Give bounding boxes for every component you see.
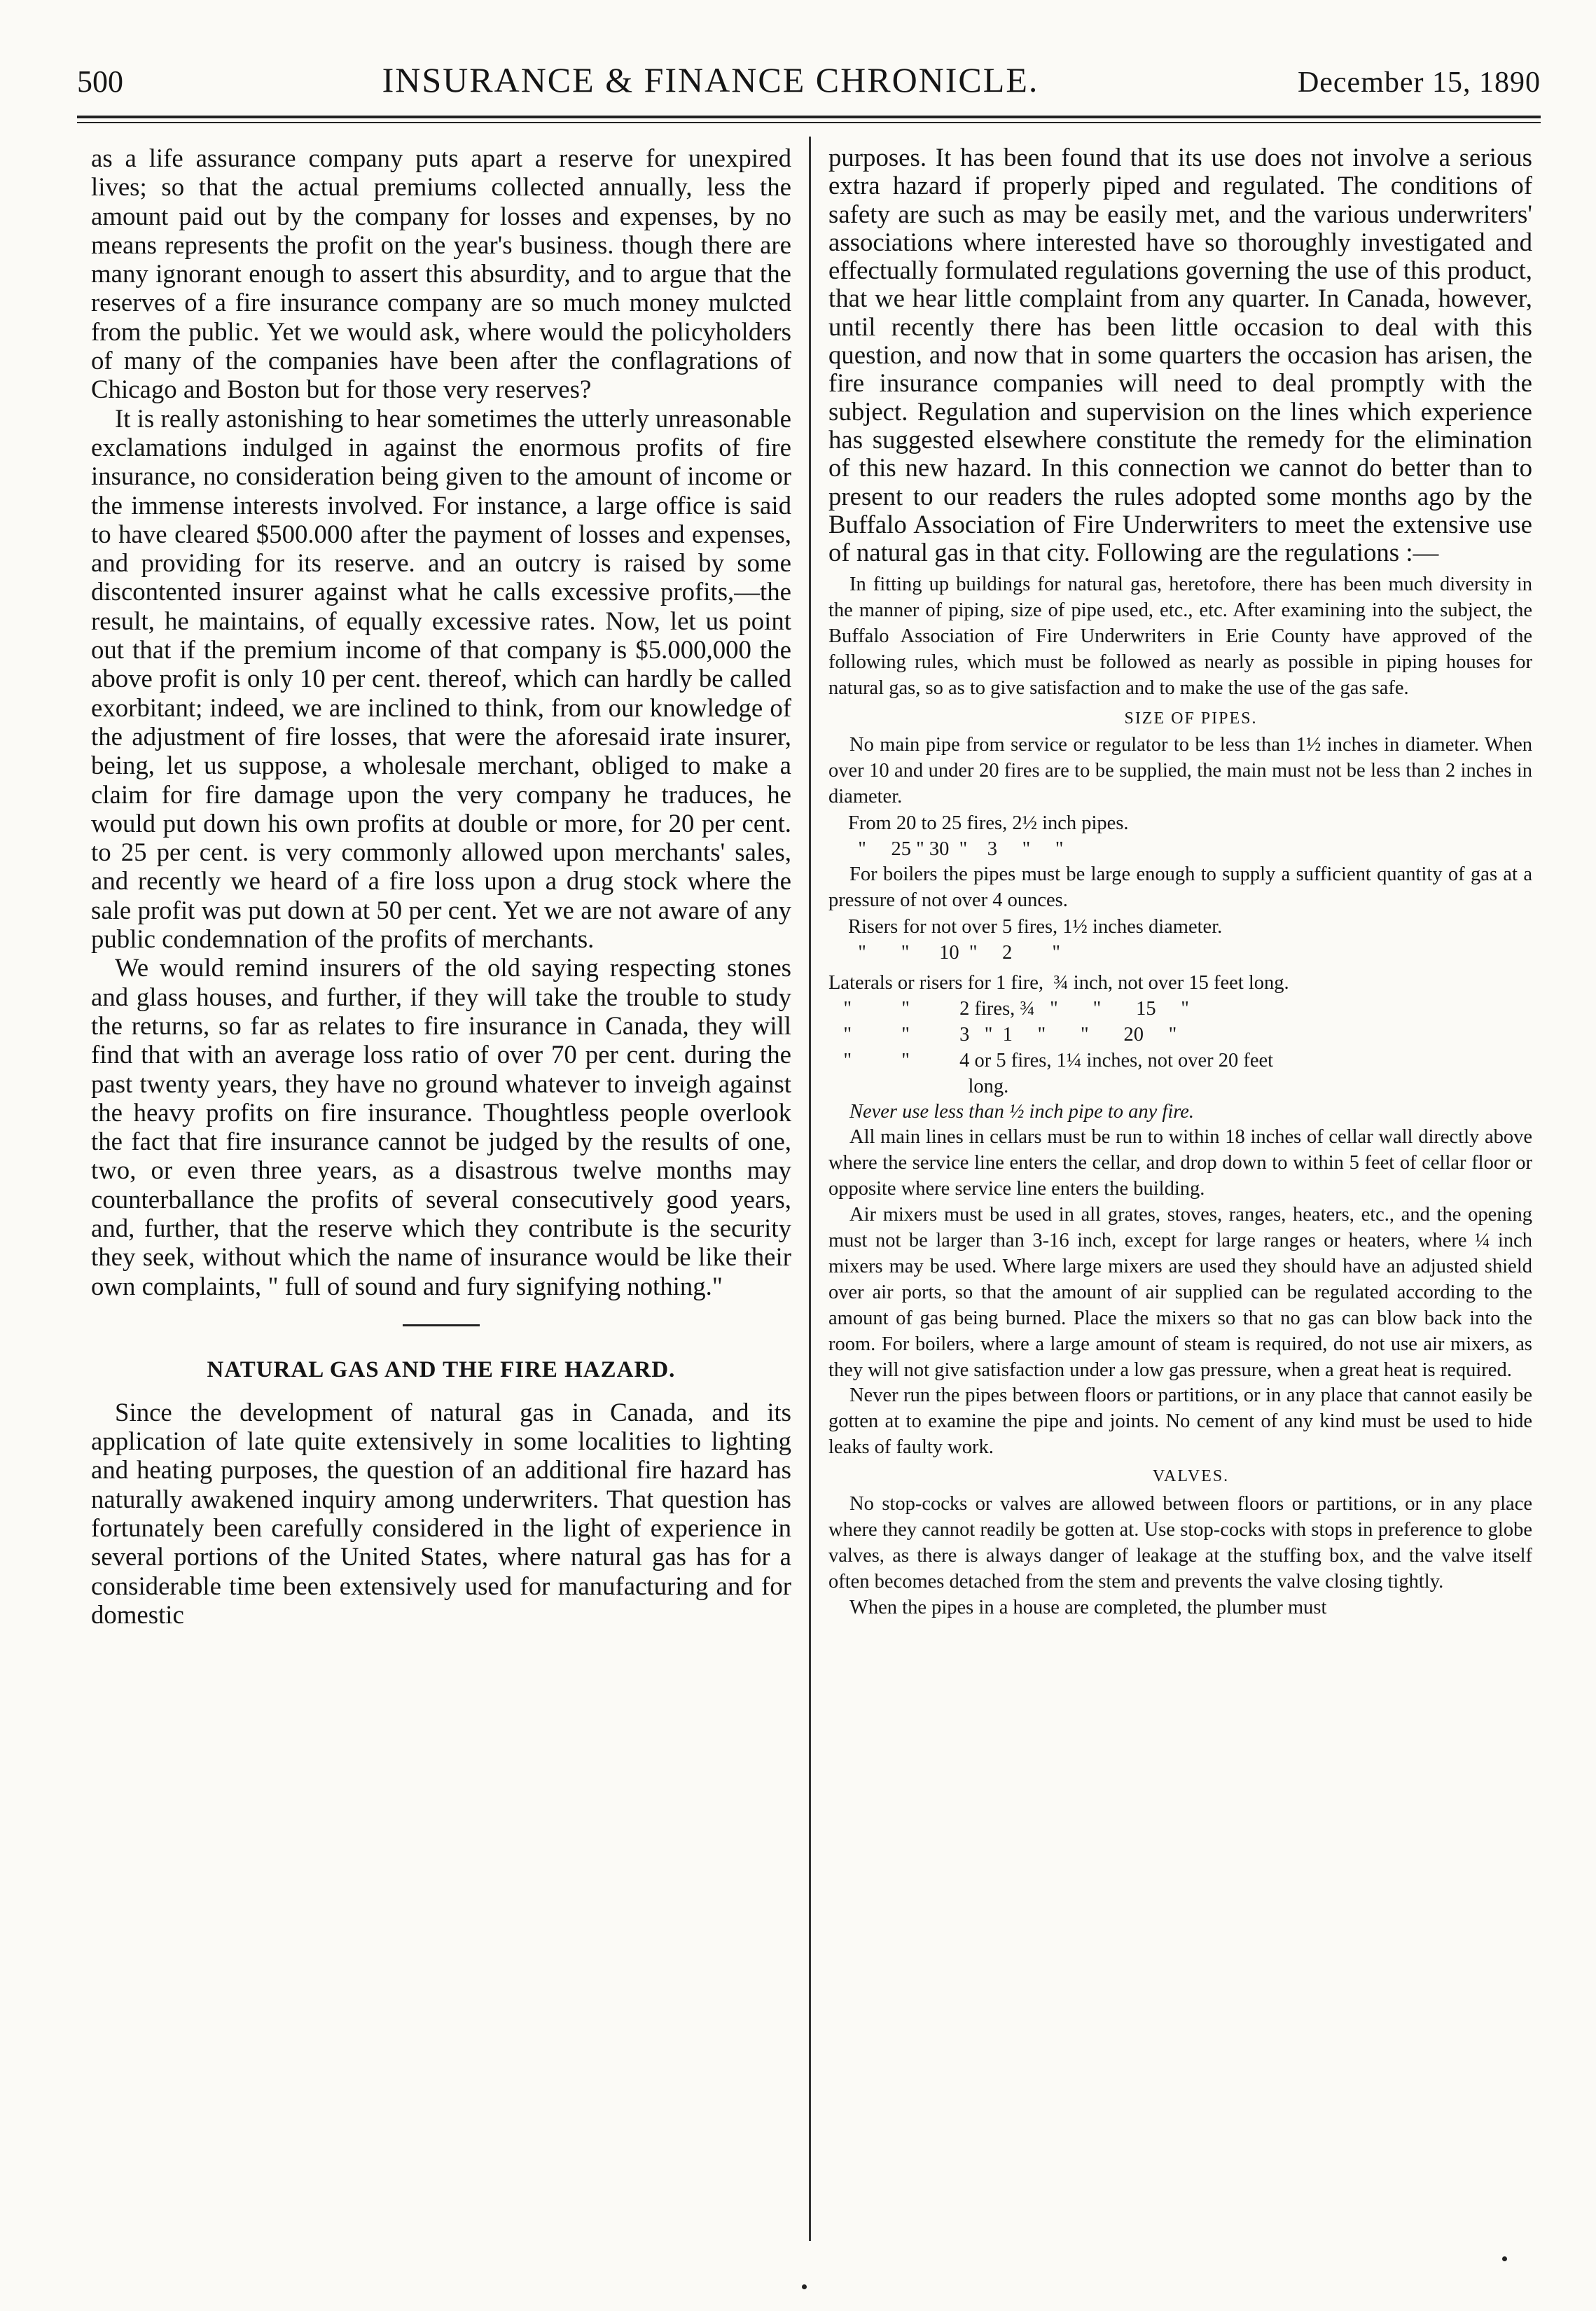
main-pipe-sizes bbox=[828, 810, 1532, 862]
size-rule-main-pipe: No main pipe from service or regulator to be less than 1½ inches in diameter. When over 10 and under 20 fires are to be supplied, the main must not be less than 2 inches in diameter. bbox=[828, 733, 1532, 807]
valves-rule: No stop-cocks or valves are allowed between floors or partitions, or in any place where they cannot readily be gotten at. Use stop-cocks with stops in preference to globe valves, as there is always danger of leakage at the stuffing box, and the valve itself often becomes detached from the stem and prevents the valve closing tightly. bbox=[828, 1493, 1532, 1592]
journal-title: INSURANCE & FINANCE CHRONICLE. bbox=[382, 60, 1039, 99]
page-header bbox=[77, 60, 1541, 109]
valves-heading: VALVES. bbox=[1152, 1467, 1230, 1486]
section-separator bbox=[403, 1324, 480, 1326]
paragraph-regulations-intro: purposes. It has been found that its use does not involve a serious extra hazard if properly piped and regulated. The conditions of safety are such as may be easily met, and the various underwriters' associations where interested have so thoroughly investigated and effectually formulated regulations governing the use of this product, that we hear little complaint from any quarter. In Canada, however, until recently there has been little occasion to deal with this question, and now that in some quarters the occasion has arisen, the fire insurance companies will need to deal promptly with the subject. Regulation and supervision on the lines which experience has suggested elsewhere constitute the remedy for the elimination of this new hazard. In this connection we cannot do better than to present to our readers the rules adopted some months ago by the Buffalo Association of Fire Underwriters to meet the extensive use of natural gas in that city. Following are the regulations :— bbox=[828, 143, 1532, 567]
paragraph-profits: It is really astonishing to hear sometimes the utterly unreasonable exclamations indulged in against the enormous profits of fire insurance, no consideration being given to the amount of income or the immense interests involved. For instance, a large office is said to have cleared $500.000 after the payment of losses and expenses, and providing for its reserve. and an outcry is raised by some discontented insurer against what he calls excessive profits,—the result, he maintains, of equally excessive rates. Now, let us point out that if the premium income of that company is $5.000,000 the above profit is only 10 per cent. thereof, which can hardly be called exorbitant; indeed, we are inclined to think, from our knowledge of the adjustment of fire losses, that were the aforesaid irate insurer, being, let us suppose, a wholesale merchant, obliged to make a claim for fire damage upon the very company he traduces, he would put down his own profits at double or more, for 20 per cent. to 25 per cent. is very commonly allowed upon merchants' sales, and recently we heard of a fire loss upon a drug stock where the sale profit was put down at 50 per cent. Yet we are not aware of any public condemnation of the profits of merchants. bbox=[91, 403, 791, 954]
column-divider bbox=[809, 137, 811, 2241]
header-rule-thin bbox=[77, 122, 1541, 123]
right-column bbox=[828, 144, 1532, 1621]
size-of-pipes-heading: SIZE OF PIPES. bbox=[1124, 709, 1258, 728]
rules-intro: In fitting up buildings for natural gas, heretofore, there has been much diversity in the manner of piping, size of pipe used, etc., etc. After examining into the subject, the Buffalo Association of Fire Underwriters in Erie County have approved of the following rules, which must be followed as nearly as possible in piping houses for natural gas, so as to give satisfaction and to make the use of the gas safe. bbox=[828, 574, 1532, 700]
spec-row: " " 2 fires, ¾ " " 15 " bbox=[828, 997, 1189, 1020]
spec-row: long. bbox=[828, 1075, 1009, 1097]
paragraph-reserves: as a life assurance company puts apart a reserve for unexpired lives; so that the actual premiums collected annually, less the amount paid out by the company for losses and expenses, by no means represents the profit on the year's business. though there are many ignorant enough to assert this absurdity, and to argue that the reserves of a fire insurance company are so much money mulcted from the public. Yet we would ask, where would the policyholders of many of the companies have been after the conflagrations of Chicago and Boston but for those very reserves? bbox=[91, 144, 791, 404]
spec-row: Laterals or risers for 1 fire, ¾ inch, not over 15 feet long. bbox=[828, 971, 1289, 994]
paragraph-glass-houses: We would remind insurers of the old saying respecting stones and glass houses, and further, if they will take the trouble to study the returns, so far as relates to fire insurance in Canada, they will find that with an average loss ratio of over 70 per cent. during the past twenty years, they have no ground whatever to inveigh against the heavy profits on fire insurance. Thoughtless people overlook the fact that fire insurance cannot be judged by the results of one, two, or even three years, as a disastrous twelve months may counterballance the profits of several consecutively good years, and, further, that the reserve which they contribute is the security they seek, without which the name of insurance would be like their own complaints, " full of sound and fury signifying nothing." bbox=[91, 953, 791, 1300]
boilers-rule: For boilers the pipes must be large enough to supply a sufficient quantity of gas at a pressure of not over 4 ounces. bbox=[828, 863, 1532, 911]
paragraph-natural-gas: Since the development of natural gas in Canada, and its application of late quite extensively in some localities to lighting and heating purposes, the question of an additional fire hazard has naturally awakened inquiry among underwriters. That question has fortunately been carefully considered in the light of experience in several portions of the United States, where natural gas has for a considerable time been extensively used for manufacturing and for domestic bbox=[91, 1397, 791, 1629]
riser-sizes bbox=[828, 914, 1532, 966]
print-speck bbox=[802, 2284, 807, 2289]
page-number: 500 bbox=[77, 64, 123, 99]
header-rule-thick bbox=[77, 116, 1541, 118]
spec-row: From 20 to 25 fires, 2½ inch pipes. bbox=[848, 812, 1129, 834]
issue-date: December 15, 1890 bbox=[1297, 67, 1541, 99]
print-speck bbox=[1502, 2256, 1507, 2261]
never-use-rule: Never use less than ½ inch pipe to any fire. bbox=[849, 1100, 1195, 1123]
section-heading: NATURAL GAS AND THE FIRE HAZARD. bbox=[207, 1356, 676, 1382]
partitions-rule: Never run the pipes between floors or partitions, or in any place that cannot easily be gotten at to examine the pipe and joints. No cement of any kind must be used to hide leaks of faulty work. bbox=[828, 1384, 1532, 1459]
spec-row: " " 10 " 2 " bbox=[848, 941, 1061, 964]
lateral-sizes bbox=[828, 970, 1532, 1099]
spec-row: " 25 " 30 " 3 " " bbox=[848, 838, 1064, 860]
cellar-rule: All main lines in cellars must be run to within 18 inches of cellar wall directly above where the service line enters the cellar, and drop down to within 5 feet of cellar floor or opposite where service line enters the building. bbox=[828, 1126, 1532, 1200]
spec-row: Risers for not over 5 fires, 1½ inches diameter. bbox=[848, 915, 1223, 938]
left-column bbox=[91, 144, 791, 1629]
spec-row: " " 3 " 1 " " 20 " bbox=[828, 1023, 1177, 1046]
air-mixers-rule: Air mixers must be used in all grates, stoves, ranges, heaters, etc., and the opening must not be larger than 3-16 inch, except for large ranges or heaters, where ¼ inch mixers may be used. Where large mixers are used they should have an adjusted shield over air ports, so that the amount of air supplied can be regulated according to the amount of gas being burned. Place the mixers so that no gas can blow back into the room. For boilers, where a large amount of steam is required, do not use air mixers, as they will not give satisfaction under a low gas pressure, when a great heat is required. bbox=[828, 1204, 1532, 1381]
final-fragment: When the pipes in a house are completed, the plumber must bbox=[849, 1596, 1327, 1618]
spec-row: " " 4 or 5 fires, 1¼ inches, not over 20 feet bbox=[828, 1049, 1274, 1071]
